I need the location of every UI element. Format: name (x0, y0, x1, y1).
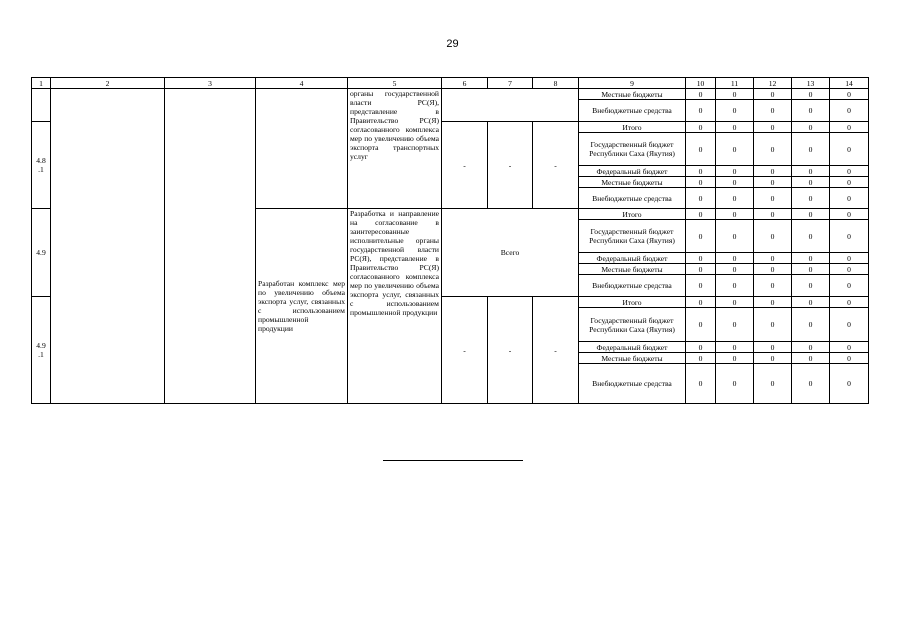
value-cell: 0 (792, 308, 830, 342)
value-cell: 0 (716, 220, 754, 253)
value-cell: 0 (830, 89, 869, 100)
value-cell: 0 (754, 308, 792, 342)
header-cell: 4 (256, 78, 348, 89)
col4-cell (256, 89, 348, 209)
value-cell: 0 (686, 364, 716, 404)
value-cell: 0 (716, 308, 754, 342)
header-cell: 5 (348, 78, 442, 89)
value-cell: 0 (830, 308, 869, 342)
col8-cell: - (533, 122, 579, 209)
header-cell: 6 (442, 78, 488, 89)
page-number: 29 (446, 38, 459, 50)
value-cell: 0 (686, 275, 716, 297)
value-cell: 0 (830, 220, 869, 253)
value-cell: 0 (716, 100, 754, 122)
value-cell: 0 (716, 297, 754, 308)
measure-description-cell: органы государственной власти РС(Я), представление в Правительство РС(Я) согласованного комплекса мер по увеличению объема экспорта транспортных услуг (348, 89, 442, 209)
value-cell: 0 (830, 253, 869, 264)
value-cell: 0 (830, 342, 869, 353)
value-cell: 0 (754, 364, 792, 404)
result-description-cell: Разработан комплекс мер по увеличению объема экспорта услуг, связанных с использованием промышленной продукции (256, 209, 348, 404)
source-label: Внебюджетные средства (579, 275, 686, 297)
value-cell: 0 (792, 297, 830, 308)
row-number-cell (32, 89, 51, 122)
value-cell: 0 (686, 308, 716, 342)
header-cell: 11 (716, 78, 754, 89)
value-cell: 0 (716, 353, 754, 364)
value-cell: 0 (754, 253, 792, 264)
value-cell: 0 (716, 253, 754, 264)
row-number-cell: 4.9 (32, 209, 51, 297)
col6-cell: - (442, 297, 488, 404)
value-cell: 0 (792, 133, 830, 166)
value-cell: 0 (792, 353, 830, 364)
value-cell: 0 (754, 166, 792, 177)
header-cell: 8 (533, 78, 579, 89)
value-cell: 0 (716, 188, 754, 209)
source-label: Местные бюджеты (579, 264, 686, 275)
value-cell: 0 (792, 253, 830, 264)
source-label: Государственный бюджет Республики Саха (Якутия) (579, 133, 686, 166)
header-cell: 10 (686, 78, 716, 89)
source-label: Итого (579, 297, 686, 308)
source-label: Внебюджетные средства (579, 364, 686, 404)
value-cell: 0 (754, 177, 792, 188)
value-cell: 0 (830, 166, 869, 177)
value-cell: 0 (754, 275, 792, 297)
table-row (32, 89, 869, 100)
source-label: Местные бюджеты (579, 89, 686, 100)
header-cell: 14 (830, 78, 869, 89)
value-cell: 0 (754, 209, 792, 220)
col8-cell: - (533, 297, 579, 404)
value-cell: 0 (792, 188, 830, 209)
value-cell: 0 (830, 100, 869, 122)
col3-cell (165, 89, 256, 404)
value-cell: 0 (830, 275, 869, 297)
value-cell: 0 (686, 264, 716, 275)
col7-cell: - (488, 297, 533, 404)
value-cell: 0 (716, 166, 754, 177)
value-cell: 0 (716, 89, 754, 100)
value-cell: 0 (830, 188, 869, 209)
value-cell: 0 (716, 209, 754, 220)
value-cell: 0 (792, 364, 830, 404)
value-cell: 0 (754, 122, 792, 133)
value-cell: 0 (686, 89, 716, 100)
value-cell: 0 (754, 264, 792, 275)
value-cell: 0 (792, 275, 830, 297)
value-cell: 0 (754, 353, 792, 364)
header-cell: 9 (579, 78, 686, 89)
value-cell: 0 (716, 342, 754, 353)
value-cell: 0 (754, 220, 792, 253)
header-cell: 1 (32, 78, 51, 89)
source-label: Государственный бюджет Республики Саха (Якутия) (579, 220, 686, 253)
source-label: Федеральный бюджет (579, 166, 686, 177)
value-cell: 0 (792, 209, 830, 220)
header-cell: 2 (51, 78, 165, 89)
value-cell: 0 (686, 253, 716, 264)
value-cell: 0 (830, 177, 869, 188)
row-number-cell: 4.8 .1 (32, 122, 51, 209)
value-cell: 0 (792, 177, 830, 188)
value-cell: 0 (686, 133, 716, 166)
value-cell: 0 (686, 297, 716, 308)
source-label: Местные бюджеты (579, 177, 686, 188)
merged-cell (442, 89, 579, 122)
header-row (32, 78, 869, 89)
value-cell: 0 (792, 220, 830, 253)
value-cell: 0 (686, 353, 716, 364)
col2-cell (51, 89, 165, 404)
value-cell: 0 (830, 264, 869, 275)
value-cell: 0 (754, 133, 792, 166)
footer-separator-line (383, 460, 523, 461)
value-cell: 0 (686, 188, 716, 209)
value-cell: 0 (686, 166, 716, 177)
value-cell: 0 (792, 166, 830, 177)
header-cell: 13 (792, 78, 830, 89)
value-cell: 0 (830, 364, 869, 404)
value-cell: 0 (830, 133, 869, 166)
value-cell: 0 (686, 220, 716, 253)
value-cell: 0 (792, 264, 830, 275)
source-label: Федеральный бюджет (579, 342, 686, 353)
value-cell: 0 (716, 133, 754, 166)
header-cell: 3 (165, 78, 256, 89)
source-label: Федеральный бюджет (579, 253, 686, 264)
header-cell: 12 (754, 78, 792, 89)
source-label: Итого (579, 122, 686, 133)
value-cell: 0 (716, 177, 754, 188)
source-label: Внебюджетные средства (579, 100, 686, 122)
source-label: Внебюджетные средства (579, 188, 686, 209)
value-cell: 0 (792, 122, 830, 133)
value-cell: 0 (792, 100, 830, 122)
value-cell: 0 (686, 177, 716, 188)
value-cell: 0 (716, 122, 754, 133)
value-cell: 0 (716, 275, 754, 297)
col7-cell: - (488, 122, 533, 209)
header-cell: 7 (488, 78, 533, 89)
measure-description-cell: Разработка и направление на согласование в заинтересованные исполнительные органы государственной власти РС(Я), представление в Правительство РС(Я) согласованного комплекса мер по увеличению объема экспорта услуг, связанных с использованием промышленной продукции (348, 209, 442, 404)
value-cell: 0 (686, 122, 716, 133)
value-cell: 0 (754, 89, 792, 100)
row-number-cell: 4.9 .1 (32, 297, 51, 404)
value-cell: 0 (830, 353, 869, 364)
value-cell: 0 (754, 100, 792, 122)
source-label: Государственный бюджет Республики Саха (Якутия) (579, 308, 686, 342)
value-cell: 0 (792, 89, 830, 100)
value-cell: 0 (754, 188, 792, 209)
value-cell: 0 (754, 342, 792, 353)
value-cell: 0 (792, 342, 830, 353)
source-label: Местные бюджеты (579, 353, 686, 364)
value-cell: 0 (686, 209, 716, 220)
value-cell: 0 (686, 342, 716, 353)
total-merged-cell: Всего (442, 209, 579, 297)
source-label: Итого (579, 209, 686, 220)
value-cell: 0 (686, 100, 716, 122)
value-cell: 0 (830, 209, 869, 220)
budget-table (31, 77, 869, 404)
col6-cell: - (442, 122, 488, 209)
value-cell: 0 (754, 297, 792, 308)
value-cell: 0 (716, 264, 754, 275)
value-cell: 0 (830, 122, 869, 133)
value-cell: 0 (830, 297, 869, 308)
value-cell: 0 (716, 364, 754, 404)
